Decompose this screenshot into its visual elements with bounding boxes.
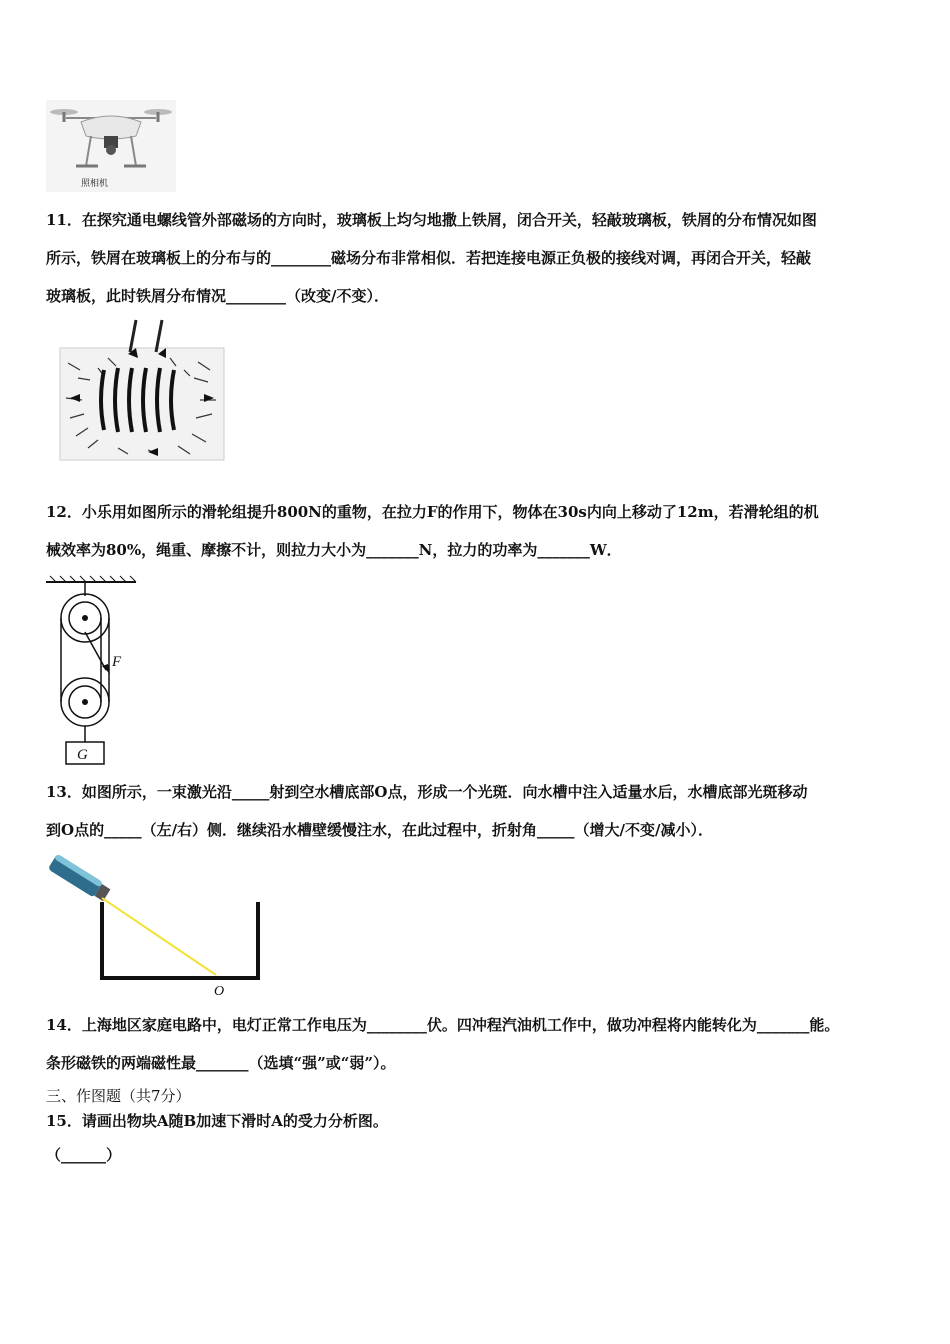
section-heading: 三、作图题（共7分） [46,1087,191,1105]
solenoid-filings-figure [58,318,226,464]
drone-figure [46,100,176,192]
laser-tank-figure [44,852,266,1000]
q15-line-1: 15．请画出物块A随B加速下滑时A的受力分析图。 [46,1112,388,1130]
pulley-label-f: F [112,654,122,670]
q14-line-1: 14．上海地区家庭电路中，电灯正常工作电压为________伏。四冲程汽油机工作中，做功冲程将内能转化为_______能。 [46,1016,840,1034]
pulley-label-g: G [77,747,88,763]
q14-line-2: 条形磁铁的两端磁性最_______（选填“强”或“弱”）。 [46,1054,396,1072]
q11-line-2: 所示，铁屑在玻璃板上的分布与的________磁场分布非常相似．若把连接电源正负极的接线对调，再闭合开关，轻敲 [46,249,812,267]
q13-line-2: 到O点的_____（左/右）侧．继续沿水槽壁缓慢注水，在此过程中，折射角_____（增大/不变/减小）． [46,821,714,839]
tank-label-o: O [214,984,225,999]
q11-line-1: 11．在探究通电螺线管外部磁场的方向时，玻璃板上均匀地撒上铁屑，闭合开关，轻敲玻璃板，铁屑的分布情况如图 [46,211,817,229]
pulley-figure [44,574,138,768]
q13-line-1: 13．如图所示，一束激光沿_____射到空水槽底部O点，形成一个光斑．向水槽中注入适量水后，水槽底部光斑移动 [46,783,808,801]
q12-line-2: 械效率为80%，绳重、摩擦不计，则拉力大小为_______N，拉力的功率为_______W． [46,541,622,559]
drone-caption: 照相机 [81,178,109,188]
q15-answer-blank: （______） [46,1146,122,1164]
q12-line-1: 12．小乐用如图所示的滑轮组提升800N的重物，在拉力F的作用下，物体在30s内向上移动了12m，若滑轮组的机 [46,503,819,521]
q11-line-3: 玻璃板，此时铁屑分布情况________（改变/不变）． [46,287,389,305]
